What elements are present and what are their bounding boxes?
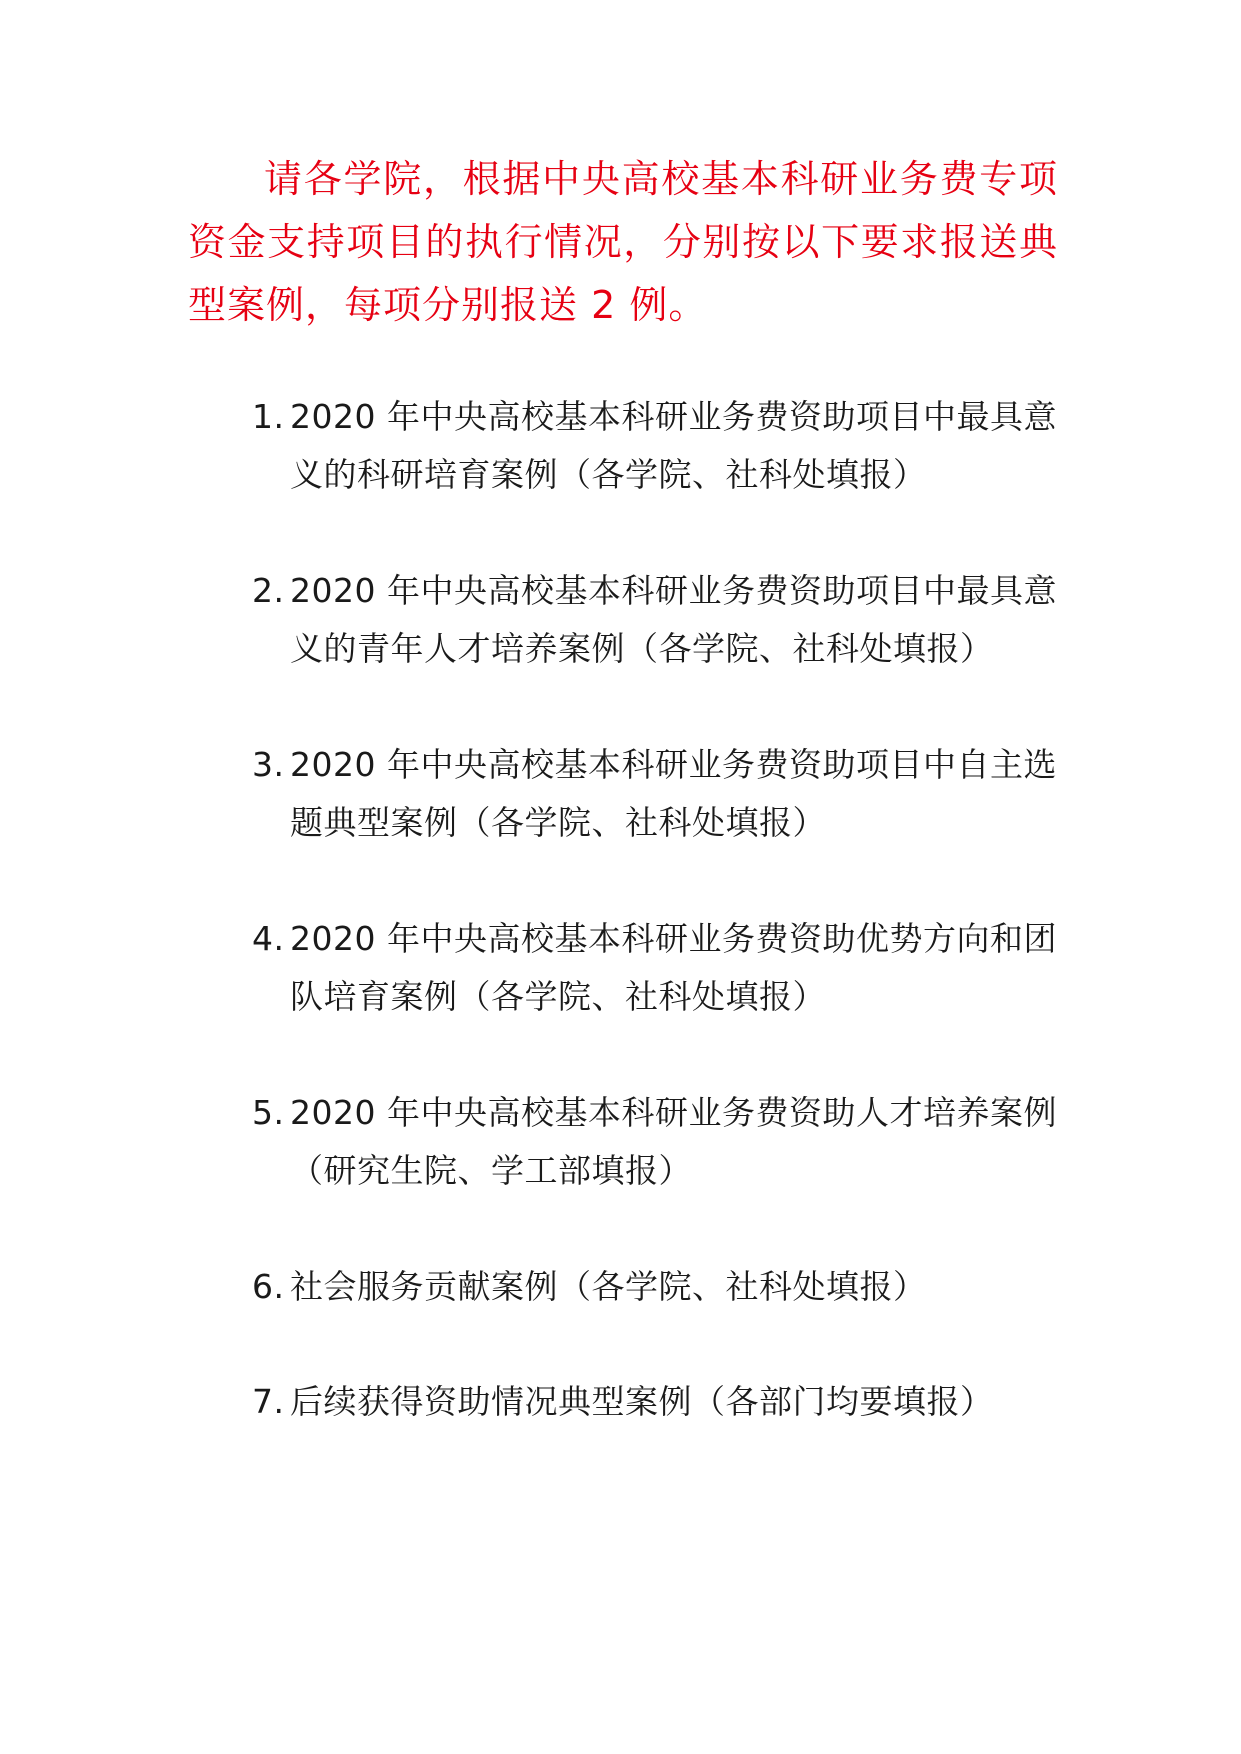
list-item-number: 6. bbox=[252, 1267, 285, 1306]
list-item-text: 2020 年中央高校基本科研业务费资助项目中自主选题典型案例（各学院、社科处填报） bbox=[290, 745, 1057, 842]
list-item-number: 3. bbox=[252, 745, 285, 784]
case-requirement-list bbox=[252, 388, 1062, 1431]
list-item-text: 社会服务贡献案例（各学院、社科处填报） bbox=[290, 1267, 927, 1306]
list-item-text: 2020 年中央高校基本科研业务费资助优势方向和团队培育案例（各学院、社科处填报） bbox=[290, 919, 1057, 1016]
list-item-text: 2020 年中央高校基本科研业务费资助项目中最具意义的科研培育案例（各学院、社科处填报） bbox=[290, 397, 1057, 494]
list-item-number: 2. bbox=[252, 571, 285, 610]
list-item bbox=[252, 562, 1062, 736]
list-item bbox=[252, 736, 1062, 910]
list-item bbox=[252, 910, 1062, 1084]
list-item bbox=[252, 1258, 1062, 1373]
list-item-text: 2020 年中央高校基本科研业务费资助人才培养案例（研究生院、学工部填报） bbox=[290, 1093, 1057, 1190]
list-item-number: 5. bbox=[252, 1093, 285, 1132]
list-item bbox=[252, 1084, 1062, 1258]
list-item bbox=[252, 1373, 1062, 1431]
list-item bbox=[252, 388, 1062, 562]
intro-paragraph: 请各学院，根据中央高校基本科研业务费专项资金支持项目的执行情况，分别按以下要求报送典型案例，每项分别报送 2 例。 bbox=[188, 157, 1058, 327]
list-item-number: 1. bbox=[252, 397, 285, 436]
list-item-text: 后续获得资助情况典型案例（各部门均要填报） bbox=[290, 1382, 994, 1421]
list-item-text: 2020 年中央高校基本科研业务费资助项目中最具意义的青年人才培养案例（各学院、社科处填报） bbox=[290, 571, 1057, 668]
list-item-number: 7. bbox=[252, 1382, 285, 1421]
list-item-number: 4. bbox=[252, 919, 285, 958]
